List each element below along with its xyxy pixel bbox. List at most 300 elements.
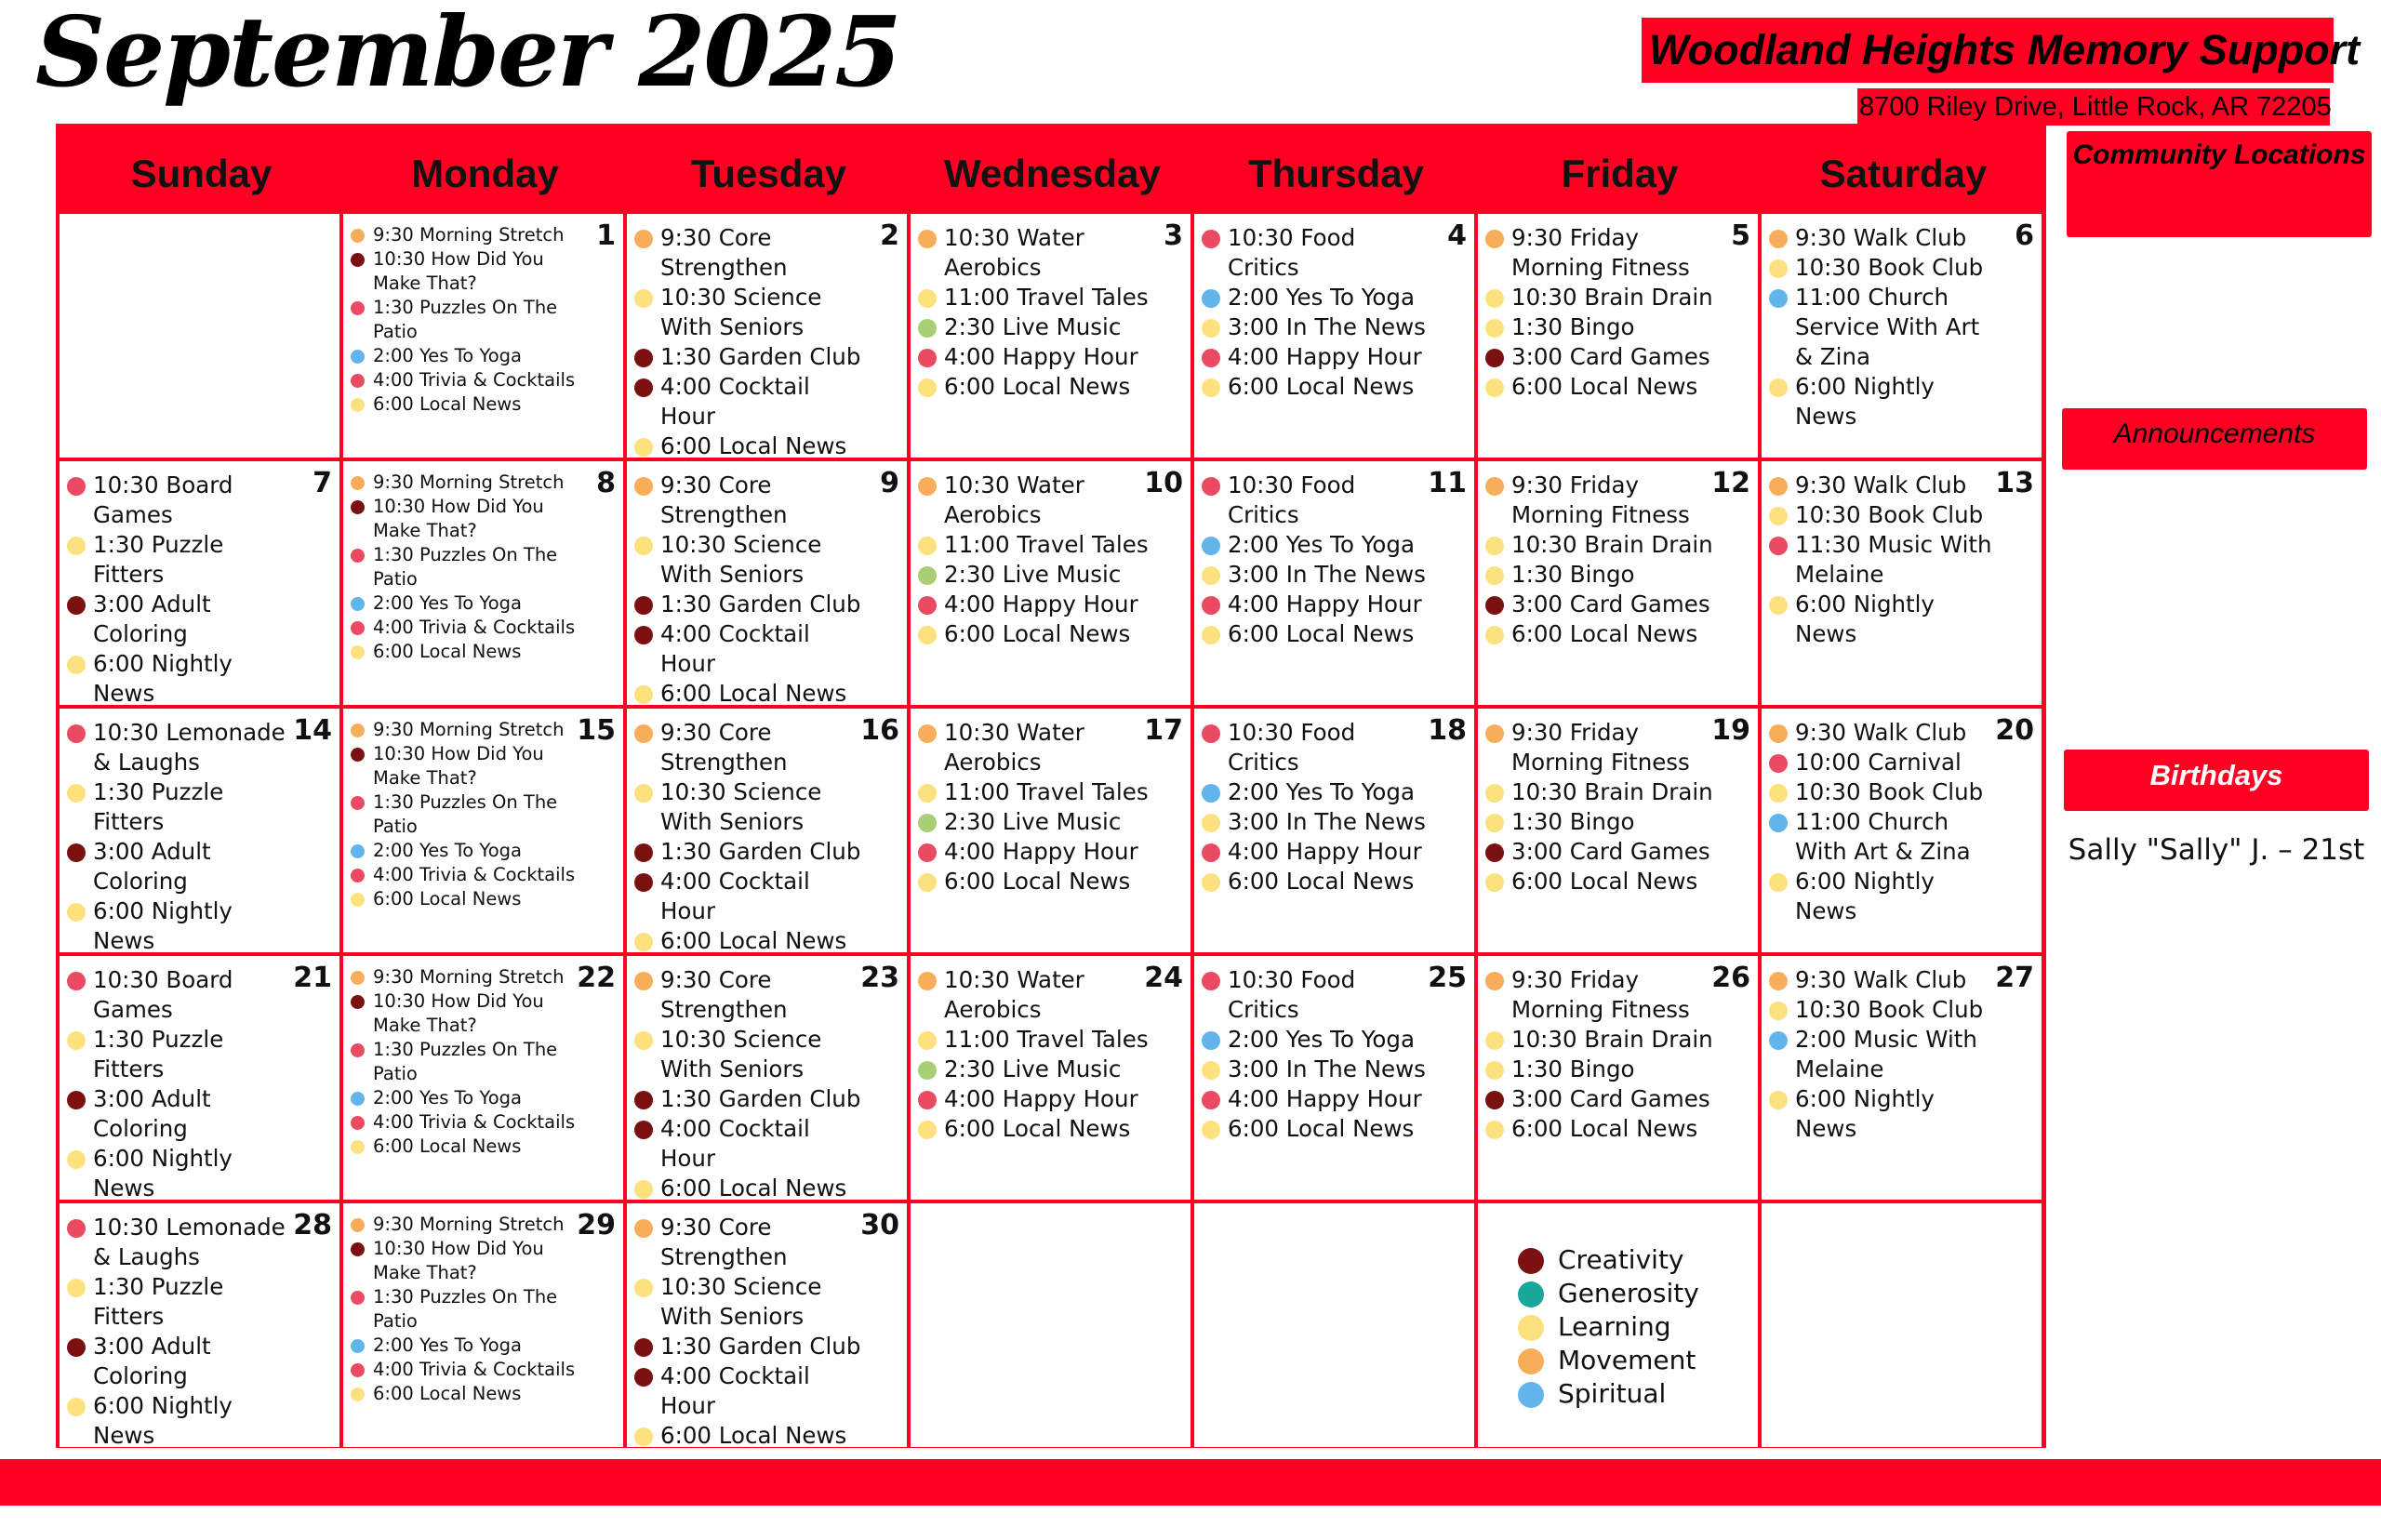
learning-dot-icon: [67, 1031, 86, 1050]
event-item: [634, 1421, 866, 1447]
event-text: 4:00 Trivia & Cocktails: [373, 369, 576, 391]
event-list: [634, 718, 866, 952]
event-text: 1:30 Bingo: [1511, 808, 1635, 835]
event-list: [1769, 471, 2001, 649]
event-item: [1202, 471, 1433, 530]
spiritual-dot-icon: [1769, 1031, 1788, 1050]
learning-dot-icon: [67, 537, 86, 555]
event-text: 6:00 Local News: [373, 888, 522, 909]
event-text: 9:30 Friday Morning Fitness: [1511, 719, 1690, 776]
event-text: 2:00 Yes To Yoga: [1228, 1026, 1415, 1053]
event-text: 10:30 Food Critics: [1228, 224, 1356, 281]
event-item: [1202, 965, 1433, 1025]
learning-dot-icon: [634, 1427, 653, 1446]
event-text: 3:00 Card Games: [1511, 1085, 1710, 1112]
spiritual-dot-icon: [351, 844, 365, 858]
event-item: [918, 1084, 1150, 1114]
event-item: [349, 718, 582, 742]
event-text: 1:30 Garden Club: [660, 343, 861, 370]
weekday-tuesday: Tuesday: [690, 152, 847, 195]
event-item: [634, 590, 866, 619]
event-item: [1769, 777, 2001, 807]
event-item: [349, 223, 582, 247]
event-text: 11:00 Travel Tales: [944, 284, 1149, 311]
event-text: 11:00 Travel Tales: [944, 778, 1149, 805]
event-item: [1485, 1114, 1717, 1144]
event-text: 1:30 Puzzles On The Patio: [373, 297, 558, 342]
day-number: 12: [1711, 467, 1750, 499]
event-text: 2:00 Yes To Yoga: [373, 840, 522, 861]
learning-dot-icon: [1202, 873, 1220, 892]
event-text: 10:30 Board Games: [93, 471, 233, 528]
event-list: [349, 1213, 582, 1406]
event-text: 10:30 How Did You Make That?: [373, 990, 544, 1036]
event-text: 9:30 Morning Stretch: [373, 1214, 565, 1235]
event-item: [1485, 312, 1717, 342]
learning-dot-icon: [1485, 1031, 1504, 1050]
event-text: 9:30 Core Strengthen: [660, 471, 788, 528]
event-item: [918, 560, 1150, 590]
event-item: [634, 431, 866, 458]
creativity-dot-icon: [634, 1338, 653, 1357]
event-text: 6:00 Local News: [1228, 373, 1415, 400]
day-number: 21: [293, 962, 332, 994]
creativity-dot-icon: [634, 873, 653, 892]
event-item: [67, 471, 299, 530]
day-cell-15: [343, 709, 623, 952]
learning-dot-icon: [634, 685, 653, 704]
spiritual-dot-icon: [1518, 1382, 1544, 1408]
event-item: [918, 530, 1150, 560]
movement-dot-icon: [918, 230, 937, 248]
event-item: [67, 1144, 299, 1200]
day-cell-4: [1194, 214, 1474, 458]
event-text: 1:30 Puzzles On The Patio: [373, 791, 558, 837]
event-text: 10:30 Lemonade & Laughs: [93, 719, 286, 776]
creativity-dot-icon: [634, 626, 653, 644]
event-item: [1485, 372, 1717, 402]
event-item: [1485, 590, 1717, 619]
event-text: 4:00 Trivia & Cocktails: [373, 864, 576, 885]
social-dot-icon: [351, 621, 365, 635]
event-item: [918, 312, 1150, 342]
event-text: 10:30 Food Critics: [1228, 719, 1356, 776]
event-text: 9:30 Walk Club: [1795, 719, 1967, 746]
event-list: [349, 471, 582, 664]
event-item: [918, 372, 1150, 402]
event-text: 10:30 Lemonade & Laughs: [93, 1214, 286, 1270]
social-dot-icon: [67, 477, 86, 496]
birthdays-box: Birthdays: [2064, 750, 2369, 811]
event-item: [1769, 500, 2001, 530]
event-item: [1202, 590, 1433, 619]
event-text: 6:00 Local News: [1511, 1115, 1698, 1142]
event-list: [349, 223, 582, 417]
event-item: [1202, 777, 1433, 807]
learning-dot-icon: [634, 438, 653, 457]
day-cell-26: [1478, 956, 1758, 1200]
event-item: [634, 965, 866, 1025]
legend-label: Learning: [1558, 1311, 1671, 1342]
spiritual-dot-icon: [1202, 289, 1220, 308]
learning-dot-icon: [918, 537, 937, 555]
event-text: 6:00 Nightly News: [1795, 373, 1935, 430]
event-item: [349, 965, 582, 989]
event-item: [349, 1038, 582, 1086]
learning-dot-icon: [1769, 873, 1788, 892]
event-text: 6:00 Local News: [373, 1383, 522, 1404]
social-dot-icon: [351, 1363, 365, 1377]
event-text: 11:00 Church Service With Art & Zina: [1795, 284, 1980, 370]
day-cell-19: [1478, 709, 1758, 952]
event-item: [918, 867, 1150, 896]
event-text: 6:00 Local News: [944, 1115, 1131, 1142]
learning-dot-icon: [1485, 784, 1504, 803]
event-text: 6:00 Local News: [373, 641, 522, 662]
event-item: [67, 649, 299, 705]
creativity-dot-icon: [351, 748, 365, 762]
learning-dot-icon: [67, 656, 86, 674]
empty-day-cell: [60, 214, 339, 458]
creativity-dot-icon: [634, 349, 653, 367]
event-text: 3:00 In The News: [1228, 1055, 1426, 1082]
event-text: 1:30 Puzzle Fitters: [93, 531, 224, 588]
event-item: [1485, 718, 1717, 777]
event-item: [1485, 777, 1717, 807]
event-list: [1769, 718, 2001, 926]
event-text: 10:30 Water Aerobics: [944, 966, 1084, 1023]
learning-dot-icon: [1485, 319, 1504, 338]
event-item: [1485, 837, 1717, 867]
event-text: 9:30 Walk Club: [1795, 966, 1967, 993]
event-item: [349, 989, 582, 1038]
day-number: 28: [293, 1209, 332, 1241]
event-item: [349, 247, 582, 296]
movement-dot-icon: [1769, 477, 1788, 496]
event-item: [1485, 867, 1717, 896]
event-item: [349, 1135, 582, 1159]
event-text: 10:30 Water Aerobics: [944, 471, 1084, 528]
learning-dot-icon: [67, 1279, 86, 1297]
event-item: [918, 807, 1150, 837]
social-dot-icon: [351, 301, 365, 315]
event-text: 4:00 Happy Hour: [1228, 838, 1422, 865]
event-item: [1485, 1025, 1717, 1055]
event-item: [918, 471, 1150, 530]
day-cell-18: [1194, 709, 1474, 952]
event-text: 4:00 Happy Hour: [1228, 343, 1422, 370]
day-cell-16: [627, 709, 907, 952]
event-item: [634, 619, 866, 679]
event-text: 2:00 Yes To Yoga: [373, 1334, 522, 1356]
learning-dot-icon: [1485, 566, 1504, 585]
learning-dot-icon: [67, 903, 86, 922]
learning-dot-icon: [634, 1031, 653, 1050]
event-item: [67, 777, 299, 837]
movement-dot-icon: [1485, 477, 1504, 496]
event-text: 10:30 Science With Seniors: [660, 1273, 822, 1330]
creativity-dot-icon: [67, 1338, 86, 1357]
day-number: 11: [1428, 467, 1467, 499]
empty-day-cell: [1194, 1203, 1474, 1447]
event-list: [1202, 965, 1433, 1144]
event-item: [349, 742, 582, 790]
event-text: 3:00 Card Games: [1511, 591, 1710, 617]
weekday-wednesday: Wednesday: [944, 152, 1161, 195]
day-cell-2: [627, 214, 907, 458]
event-item: [349, 839, 582, 863]
event-text: 10:30 Board Games: [93, 966, 233, 1023]
event-item: [67, 1391, 299, 1447]
event-text: 10:30 Food Critics: [1228, 966, 1356, 1023]
event-text: 6:00 Local News: [1228, 1115, 1415, 1142]
event-text: 10:30 Science With Seniors: [660, 284, 822, 340]
social-dot-icon: [918, 1091, 937, 1109]
learning-dot-icon: [1769, 1091, 1788, 1109]
day-number: 22: [577, 962, 616, 994]
calendar-grid: [56, 124, 2046, 1448]
event-text: 4:00 Cocktail Hour: [660, 868, 810, 924]
event-text: 3:00 Adult Coloring: [93, 838, 211, 895]
event-list: [634, 1213, 866, 1447]
day-number: 4: [1447, 219, 1467, 252]
event-text: 6:00 Nightly News: [93, 897, 233, 952]
event-item: [1485, 530, 1717, 560]
learning-dot-icon: [1202, 566, 1220, 585]
event-text: 4:00 Happy Hour: [944, 343, 1138, 370]
movement-dot-icon: [918, 477, 937, 496]
event-text: 10:30 Brain Drain: [1511, 284, 1713, 311]
event-list: [918, 965, 1150, 1144]
learning-dot-icon: [67, 1398, 86, 1416]
event-text: 6:00 Local News: [944, 373, 1131, 400]
movement-dot-icon: [351, 476, 365, 490]
event-list: [1202, 718, 1433, 896]
event-item: [1202, 1084, 1433, 1114]
learning-dot-icon: [634, 289, 653, 308]
event-text: 6:00 Local News: [944, 868, 1131, 895]
event-list: [1485, 718, 1717, 896]
event-item: [1485, 560, 1717, 590]
social-dot-icon: [67, 724, 86, 743]
learning-dot-icon: [1485, 289, 1504, 308]
social-dot-icon: [67, 972, 86, 990]
event-item: [67, 530, 299, 590]
event-text: 10:30 Book Club: [1795, 778, 1984, 805]
creativity-dot-icon: [67, 596, 86, 615]
empty-day-cell: [911, 1203, 1190, 1447]
learning-dot-icon: [1769, 507, 1788, 525]
event-item: [67, 896, 299, 952]
event-list: [634, 471, 866, 705]
event-item: [918, 718, 1150, 777]
event-text: 3:00 Card Games: [1511, 343, 1710, 370]
day-cell-17: [911, 709, 1190, 952]
legend-label: Spiritual: [1558, 1378, 1667, 1409]
event-text: 1:30 Bingo: [1511, 1055, 1635, 1082]
event-text: 3:00 Adult Coloring: [93, 1085, 211, 1142]
event-text: 1:30 Garden Club: [660, 1333, 861, 1360]
social-dot-icon: [1202, 1091, 1220, 1109]
event-item: [1769, 283, 2001, 372]
event-item: [1769, 1025, 2001, 1084]
event-item: [349, 1334, 582, 1358]
learning-dot-icon: [1485, 378, 1504, 397]
event-item: [918, 1025, 1150, 1055]
event-text: 10:30 How Did You Make That?: [373, 248, 544, 294]
legend-label: Creativity: [1558, 1244, 1684, 1275]
event-list: [67, 965, 299, 1200]
footer-bar: [0, 1459, 2381, 1506]
social-dot-icon: [351, 374, 365, 388]
event-text: 2:00 Yes To Yoga: [373, 345, 522, 366]
event-text: 6:00 Local News: [1511, 373, 1698, 400]
spiritual-dot-icon: [1769, 814, 1788, 832]
event-text: 9:30 Core Strengthen: [660, 224, 788, 281]
community-locations-box: Community Locations: [2067, 131, 2372, 237]
creativity-dot-icon: [351, 1242, 365, 1256]
social-dot-icon: [351, 1116, 365, 1130]
event-item: [918, 590, 1150, 619]
event-item: [1769, 530, 2001, 590]
event-text: 10:30 Food Critics: [1228, 471, 1356, 528]
social-dot-icon: [351, 549, 365, 563]
event-text: 6:00 Local News: [944, 620, 1131, 647]
event-text: 6:00 Local News: [1511, 868, 1698, 895]
event-text: 10:30 Science With Seniors: [660, 1026, 822, 1082]
learning-dot-icon: [918, 784, 937, 803]
event-text: 10:30 Brain Drain: [1511, 531, 1713, 558]
creativity-dot-icon: [1485, 596, 1504, 615]
event-text: 4:00 Cocktail Hour: [660, 373, 810, 430]
event-item: [634, 530, 866, 590]
music-dot-icon: [918, 566, 937, 585]
event-text: 4:00 Happy Hour: [944, 591, 1138, 617]
event-text: 6:00 Nightly News: [93, 650, 233, 705]
event-text: 6:00 Nightly News: [93, 1145, 233, 1200]
event-text: 6:00 Local News: [660, 1422, 847, 1447]
day-number: 14: [293, 714, 332, 747]
creativity-dot-icon: [351, 500, 365, 514]
event-text: 6:00 Local News: [1228, 620, 1415, 647]
learning-dot-icon: [634, 1180, 653, 1199]
learning-dot-icon: [918, 873, 937, 892]
event-list: [1202, 471, 1433, 649]
event-item: [634, 1025, 866, 1084]
event-item: [918, 342, 1150, 372]
creativity-dot-icon: [351, 995, 365, 1009]
generosity-dot-icon: [1518, 1281, 1544, 1308]
creativity-dot-icon: [634, 843, 653, 862]
movement-dot-icon: [634, 1219, 653, 1238]
event-list: [1485, 965, 1717, 1144]
day-cell-10: [911, 461, 1190, 705]
event-list: [1485, 471, 1717, 649]
event-text: 11:30 Music With Melaine: [1795, 531, 1992, 588]
day-number: 2: [880, 219, 899, 252]
learning-dot-icon: [1769, 259, 1788, 278]
event-text: 10:30 How Did You Make That?: [373, 743, 544, 789]
event-list: [1485, 223, 1717, 402]
social-dot-icon: [918, 843, 937, 862]
social-dot-icon: [67, 1219, 86, 1238]
social-dot-icon: [1202, 477, 1220, 496]
learning-dot-icon: [1202, 319, 1220, 338]
movement-dot-icon: [1769, 230, 1788, 248]
event-item: [634, 1213, 866, 1272]
event-text: 4:00 Trivia & Cocktails: [373, 617, 576, 638]
creativity-dot-icon: [1485, 843, 1504, 862]
event-item: [1202, 560, 1433, 590]
spiritual-dot-icon: [351, 1339, 365, 1353]
event-text: 4:00 Trivia & Cocktails: [373, 1111, 576, 1133]
event-item: [918, 777, 1150, 807]
day-cell-21: [60, 956, 339, 1200]
activity-legend: [1513, 1243, 1699, 1411]
event-item: [1485, 807, 1717, 837]
event-item: [349, 640, 582, 664]
social-dot-icon: [1202, 596, 1220, 615]
event-item: [349, 1358, 582, 1382]
spiritual-dot-icon: [1202, 1031, 1220, 1050]
spiritual-dot-icon: [1202, 784, 1220, 803]
day-cell-29: [343, 1203, 623, 1447]
event-list: [67, 718, 299, 952]
day-number: 29: [577, 1209, 616, 1241]
day-number: 19: [1711, 714, 1750, 747]
event-item: [634, 471, 866, 530]
learning-dot-icon: [918, 378, 937, 397]
event-item: [1202, 342, 1433, 372]
spiritual-dot-icon: [351, 597, 365, 611]
creativity-dot-icon: [1518, 1248, 1544, 1274]
event-item: [349, 296, 582, 344]
event-item: [67, 1332, 299, 1391]
music-dot-icon: [918, 1061, 937, 1080]
event-text: 11:00 Church With Art & Zina: [1795, 808, 1971, 865]
event-text: 10:30 Brain Drain: [1511, 778, 1713, 805]
event-item: [634, 1272, 866, 1332]
event-text: 1:30 Puzzles On The Patio: [373, 1286, 558, 1332]
social-dot-icon: [1202, 972, 1220, 990]
weekday-monday: Monday: [411, 152, 559, 195]
event-text: 6:00 Nightly News: [1795, 591, 1935, 647]
event-item: [1202, 1114, 1433, 1144]
movement-dot-icon: [634, 230, 653, 248]
learning-dot-icon: [1769, 784, 1788, 803]
day-cell-11: [1194, 461, 1474, 705]
social-dot-icon: [351, 796, 365, 810]
learning-dot-icon: [634, 537, 653, 555]
event-text: 10:00 Carnival: [1795, 749, 1962, 776]
day-number: 27: [1995, 962, 2034, 994]
event-item: [349, 1285, 582, 1334]
movement-dot-icon: [918, 972, 937, 990]
event-text: 2:00 Music With Melaine: [1795, 1026, 1977, 1082]
event-item: [1769, 748, 2001, 777]
learning-dot-icon: [1202, 1121, 1220, 1139]
event-text: 9:30 Core Strengthen: [660, 966, 788, 1023]
learning-dot-icon: [1202, 626, 1220, 644]
event-item: [1485, 619, 1717, 649]
event-text: 4:00 Happy Hour: [1228, 591, 1422, 617]
music-dot-icon: [918, 319, 937, 338]
event-text: 10:30 Book Club: [1795, 254, 1984, 281]
movement-dot-icon: [351, 724, 365, 737]
event-item: [918, 283, 1150, 312]
event-text: 3:00 In The News: [1228, 313, 1426, 340]
event-text: 6:00 Local News: [1228, 868, 1415, 895]
